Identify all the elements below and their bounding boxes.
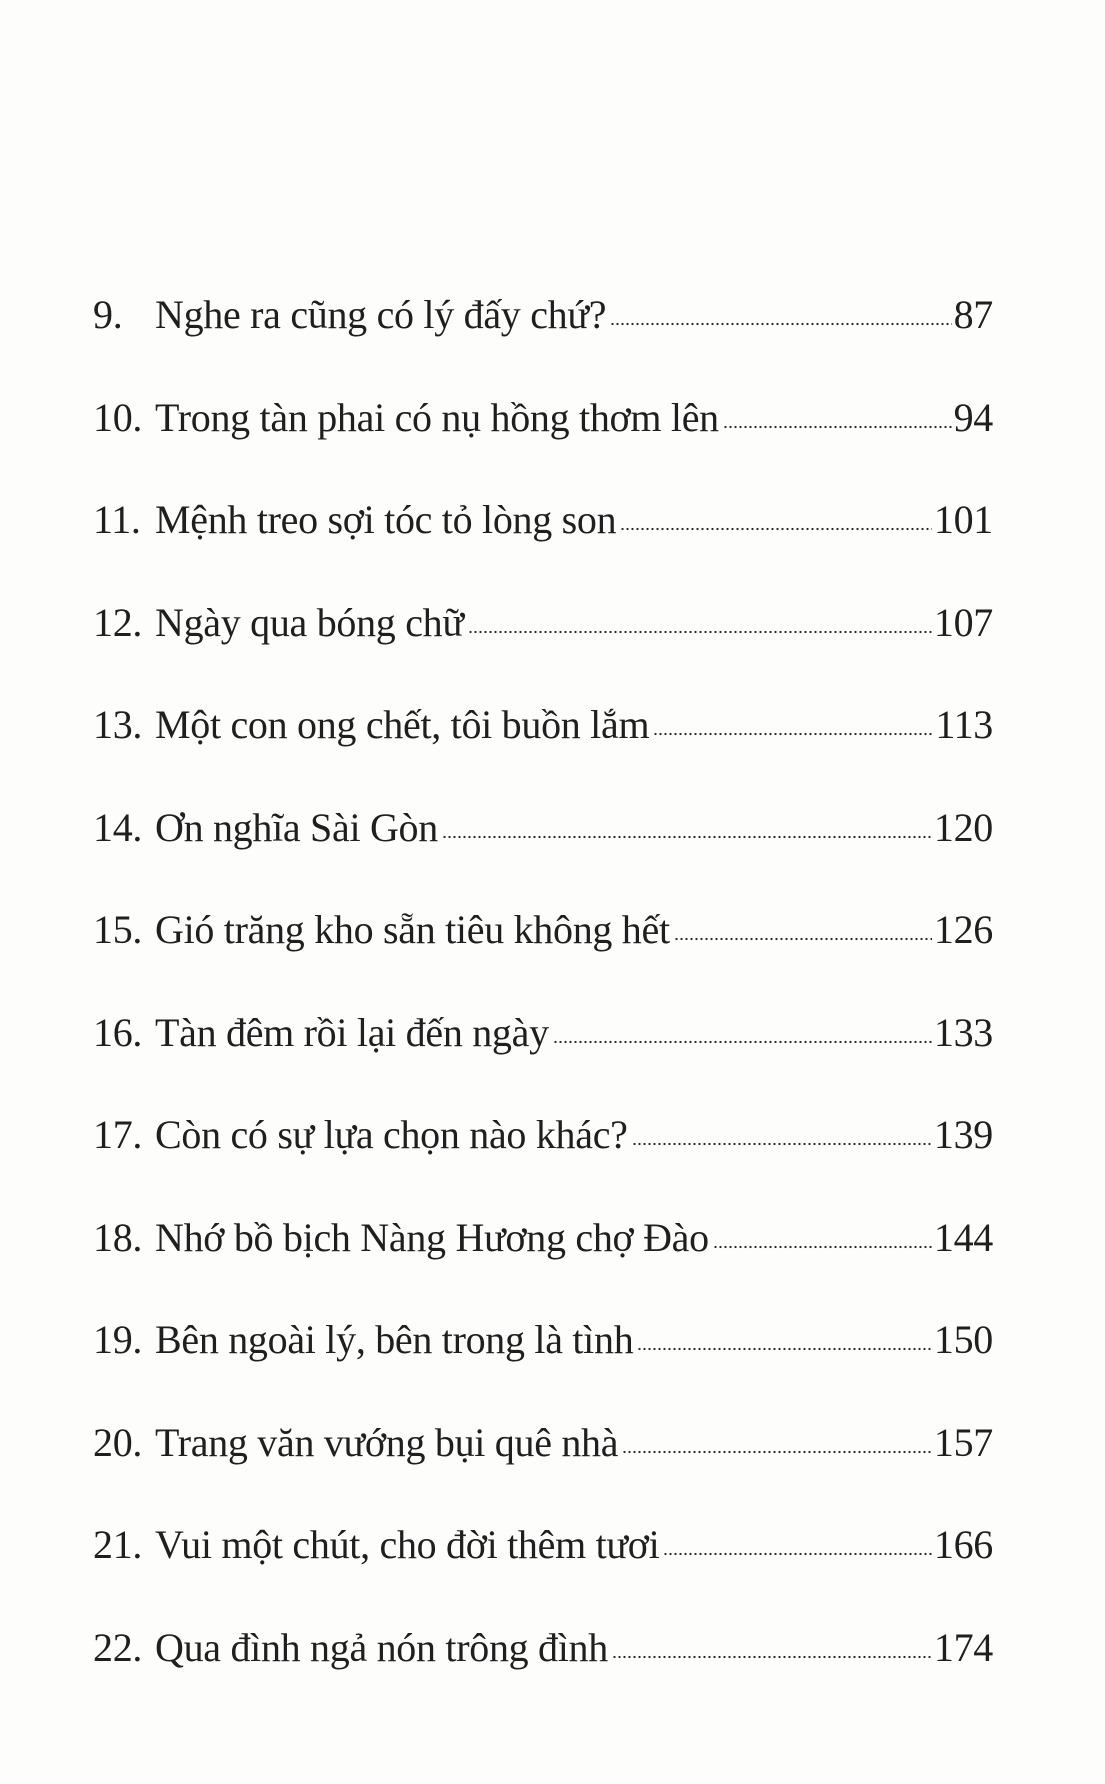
dot-leader [637,1347,931,1351]
dot-leader [713,1245,932,1249]
toc-entry-page: 126 [933,907,993,952]
toc-entry[interactable] [93,1009,993,1116]
toc-entry[interactable] [93,292,993,398]
toc-entry[interactable] [93,804,993,911]
toc-entry[interactable] [93,1522,993,1628]
toc-entry-number: 18. [93,1214,143,1260]
toc-entry-number: 22. [93,1624,143,1670]
toc-entry-page: 157 [933,1419,993,1465]
toc-entry-title: Ngày qua bóng chữ [155,599,464,645]
toc-entry-number: 16. [93,1009,143,1055]
dot-leader [620,527,932,531]
dot-leader [622,1450,932,1454]
dot-leader [612,1655,932,1659]
toc-entry-page: 101 [933,497,993,542]
toc-entry-title: Còn có sự lựa chọn nào khác? [155,1112,628,1157]
toc-entry[interactable] [93,394,993,501]
toc-entry-number: 19. [93,1317,143,1362]
dot-leader [442,835,932,839]
toc-entry-title: Bên ngoài lý, bên trong là tình [155,1317,634,1362]
toc-entry-title: Qua đình ngả nón trông đình [155,1624,608,1670]
toc-entry-page: 139 [933,1112,993,1157]
table-of-contents [93,292,993,1730]
toc-entry-number: 14. [93,804,143,850]
toc-entry-title: Nhớ bồ bịch Nàng Hương chợ Đào [155,1214,709,1260]
toc-entry-page: 150 [933,1317,993,1362]
toc-entry[interactable] [93,497,993,603]
toc-entry-title: Ơn nghĩa Sài Gòn [155,804,438,850]
toc-entry-page: 120 [933,804,993,850]
dot-leader [553,1040,932,1044]
toc-entry-number: 9. [93,292,123,337]
toc-entry-number: 11. [93,497,141,542]
toc-entry-number: 21. [93,1522,143,1567]
toc-entry-title: Tàn đêm rồi lại đến ngày [155,1009,549,1055]
toc-entry-title: Một con ong chết, tôi buồn lắm [155,702,650,747]
toc-entry[interactable] [93,702,993,808]
toc-entry-page: 107 [933,599,993,645]
toc-entry-page: 144 [933,1214,993,1260]
toc-entry-number: 20. [93,1419,143,1465]
toc-entry-title: Trong tàn phai có nụ hồng thơm lên [155,394,719,440]
toc-entry-page: 133 [933,1009,993,1055]
toc-entry-title: Trang văn vướng bụi quê nhà [155,1419,619,1465]
dot-leader [723,425,952,429]
toc-entry[interactable] [93,907,993,1013]
toc-entry-number: 12. [93,599,143,645]
toc-entry[interactable] [93,1317,993,1423]
toc-entry-number: 15. [93,907,143,952]
toc-entry-page: 113 [935,702,993,747]
toc-entry-page: 94 [953,394,993,440]
toc-entry-number: 10. [93,394,143,440]
dot-leader [610,322,951,326]
toc-entry-title: Gió trăng kho sẵn tiêu không hết [155,907,670,952]
toc-entry[interactable] [93,1112,993,1218]
toc-entry-title: Mệnh treo sợi tóc tỏ lòng son [155,497,617,542]
dot-leader [653,732,933,736]
toc-entry-page: 166 [933,1522,993,1567]
toc-entry-number: 17. [93,1112,143,1157]
toc-entry[interactable] [93,1624,993,1731]
dot-leader [632,1142,932,1146]
dot-leader [468,630,932,634]
toc-entry-page: 174 [933,1624,993,1670]
toc-entry[interactable] [93,1214,993,1321]
toc-entry[interactable] [93,1419,993,1526]
dot-leader [674,937,932,941]
toc-entry-title: Nghe ra cũng có lý đấy chứ? [155,292,607,337]
dot-leader [663,1552,931,1556]
toc-entry-page: 87 [953,292,993,337]
toc-entry-number: 13. [93,702,143,747]
toc-entry-title: Vui một chút, cho đời thêm tươi [155,1522,660,1567]
toc-entry[interactable] [93,599,993,706]
